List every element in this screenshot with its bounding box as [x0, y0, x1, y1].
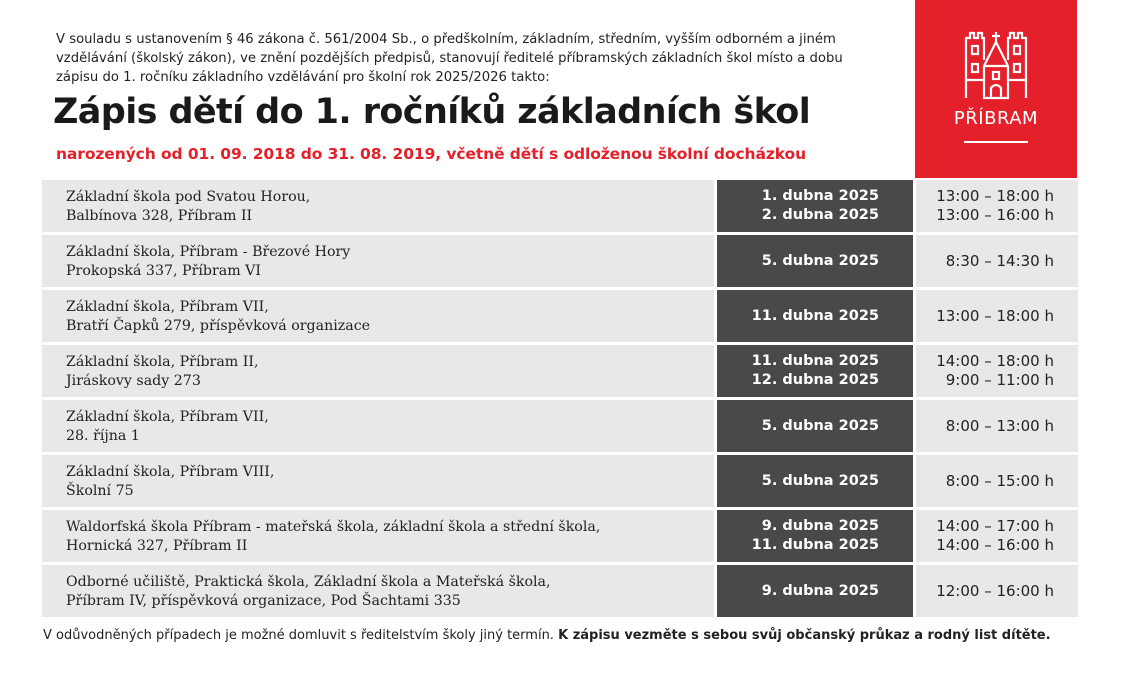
table-row — [42, 400, 1078, 452]
school-line: Bratří Čapků 279, příspěvková organizace — [66, 318, 371, 334]
school-line: Prokopská 337, Příbram VI — [66, 263, 262, 279]
castle-icon — [964, 30, 1028, 100]
schedule-table — [42, 180, 1078, 620]
time-line: 8:00 – 13:00 h — [945, 416, 1054, 435]
time-line: 14:00 – 16:00 h — [936, 536, 1054, 554]
date-line: 11. dubna 2025 — [751, 307, 879, 324]
time-line: 14:00 – 18:00 h — [936, 352, 1054, 370]
time-cell — [916, 235, 1078, 287]
school-line: Základní škola, Příbram VII, — [66, 409, 269, 425]
table-row — [42, 510, 1078, 562]
school-cell — [42, 455, 714, 507]
school-line: Základní škola, Příbram VIII, — [66, 464, 275, 480]
date-line: 9. dubna 2025 — [761, 582, 879, 599]
time-line: 8:00 – 15:00 h — [945, 471, 1054, 490]
table-row — [42, 455, 1078, 507]
city-logo — [915, 0, 1077, 178]
date-cell — [717, 510, 913, 562]
school-cell — [42, 290, 714, 342]
time-line: 13:00 – 16:00 h — [936, 206, 1054, 224]
table-row — [42, 345, 1078, 397]
logo-text: PŘÍBRAM — [953, 108, 1039, 129]
date-cell — [717, 345, 913, 397]
time-cell — [916, 510, 1078, 562]
time-line: 8:30 – 14:30 h — [945, 251, 1054, 270]
table-row — [42, 180, 1078, 232]
time-line: 14:00 – 17:00 h — [936, 517, 1054, 535]
school-cell — [42, 565, 714, 617]
date-line: 2. dubna 2025 — [761, 207, 879, 223]
table-row — [42, 235, 1078, 287]
date-line: 1. dubna 2025 — [761, 188, 879, 204]
intro-text: V souladu s ustanovením § 46 zákona č. 561/2004 Sb., o předškolním, základním, středním, vyšším odborném a jiném vzdělávání (školský zákon), ve znění pozdějších předpisů, stanovují ředitelé příbramských základních škol místo a dobu zápisu do 1. ročníku základního vzdělávání pro školní rok 2025/2026 takto: — [56, 32, 843, 85]
school-line: Balbínova 328, Příbram II — [66, 208, 253, 224]
footer-normal: V odůvodněných případech je možné domluvit s ředitelstvím školy jiný termín. — [43, 628, 554, 643]
date-line: 5. dubna 2025 — [761, 472, 879, 489]
time-line: 13:00 – 18:00 h — [936, 306, 1054, 325]
time-line: 9:00 – 11:00 h — [945, 371, 1054, 389]
school-line: Školní 75 — [66, 483, 134, 499]
school-cell — [42, 235, 714, 287]
date-cell — [717, 290, 913, 342]
date-line: 9. dubna 2025 — [761, 518, 879, 534]
table-row — [42, 290, 1078, 342]
footer-bold: K zápisu vezměte s sebou svůj občanský průkaz a rodný list dítěte. — [558, 628, 1051, 643]
date-cell — [717, 400, 913, 452]
table-row — [42, 565, 1078, 617]
school-line: Základní škola, Příbram - Březové Hory — [66, 244, 351, 260]
date-line: 12. dubna 2025 — [751, 372, 879, 388]
date-cell — [717, 235, 913, 287]
date-line: 5. dubna 2025 — [761, 417, 879, 434]
time-line: 13:00 – 18:00 h — [936, 187, 1054, 205]
time-cell — [916, 565, 1078, 617]
time-cell — [916, 290, 1078, 342]
date-cell — [717, 455, 913, 507]
school-line: Jiráskovy sady 273 — [66, 373, 201, 389]
school-line: Hornická 327, Příbram II — [66, 538, 248, 554]
school-cell — [42, 510, 714, 562]
time-cell — [916, 455, 1078, 507]
time-cell — [916, 345, 1078, 397]
school-cell — [42, 180, 714, 232]
time-line: 12:00 – 16:00 h — [936, 581, 1054, 600]
time-cell — [916, 400, 1078, 452]
school-cell — [42, 345, 714, 397]
page-subtitle: narozených od 01. 09. 2018 do 31. 08. 2019, včetně dětí s odloženou školní docházkou — [56, 145, 807, 163]
date-cell — [717, 565, 913, 617]
date-line: 5. dubna 2025 — [761, 252, 879, 269]
footer-note — [43, 628, 1051, 643]
school-cell — [42, 400, 714, 452]
school-line: Základní škola, Příbram VII, — [66, 299, 269, 315]
time-cell — [916, 180, 1078, 232]
page-title: Zápis dětí do 1. ročníků základních škol — [53, 92, 811, 132]
school-line: Odborné učiliště, Praktická škola, Základní škola a Mateřská škola, — [66, 574, 551, 590]
date-line: 11. dubna 2025 — [751, 353, 879, 369]
logo-underline — [964, 141, 1028, 143]
date-cell — [717, 180, 913, 232]
school-line: Základní škola, Příbram II, — [66, 354, 259, 370]
school-line: Příbram IV, příspěvková organizace, Pod Šachtami 335 — [66, 593, 461, 609]
school-line: 28. října 1 — [66, 428, 140, 444]
school-line: Waldorfská škola Příbram - mateřská škola, základní škola a střední škola, — [66, 519, 601, 535]
date-line: 11. dubna 2025 — [751, 537, 879, 553]
school-line: Základní škola pod Svatou Horou, — [66, 189, 311, 205]
